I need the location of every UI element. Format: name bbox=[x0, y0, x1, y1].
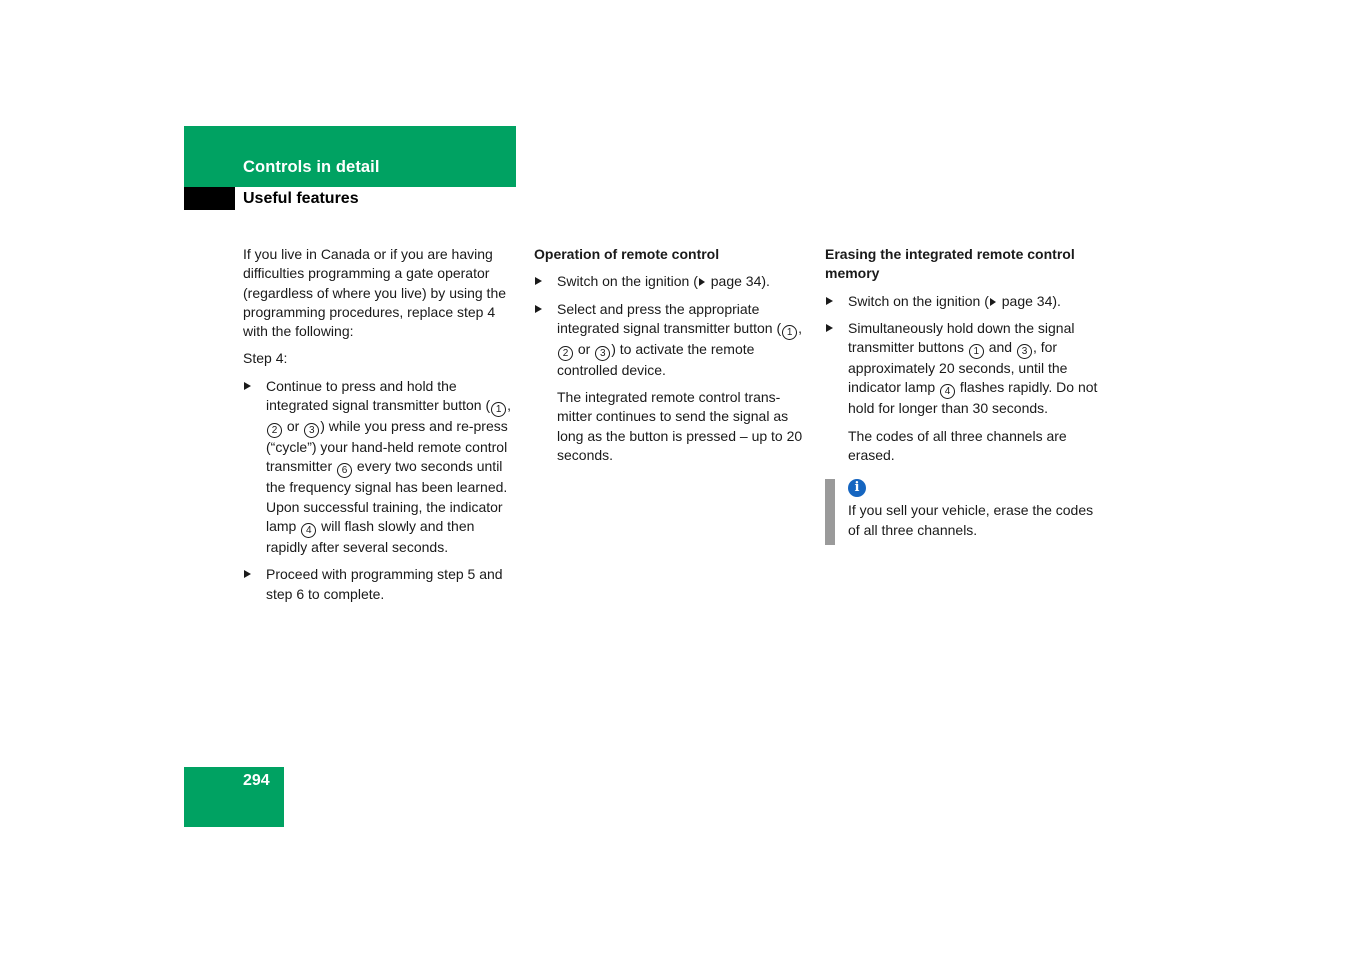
erasing-heading: Erasing the integrated remote control memory bbox=[825, 246, 1075, 282]
subsection-title: Useful features bbox=[243, 190, 359, 207]
button-3-marker: 3 bbox=[1017, 344, 1032, 359]
bullet-triangle-icon bbox=[826, 324, 833, 332]
column-operation bbox=[534, 245, 806, 473]
page-number: 294 bbox=[243, 772, 270, 789]
indicator-lamp-4-marker: 4 bbox=[301, 523, 316, 538]
button-2-marker: 2 bbox=[558, 346, 573, 361]
info-text: If you sell your vehicle, erase the codes of all three channels. bbox=[848, 502, 1094, 538]
bullet-triangle-icon bbox=[244, 570, 251, 578]
info-side-bar bbox=[825, 479, 835, 545]
bullet-continue-press: Continue to press and hold the integrated signal transmitter button ( 1 , 2 or 3 ) while you press and re-press (“cycle”) your hand-held remote control transmitter 6 every two seconds until the frequency signal has been learned. Upon successful training, the indicator lamp 4 will flash slowly and then rapidly after several seconds. bbox=[243, 377, 517, 557]
bullet-ignition: Switch on the ignition ( page 34). bbox=[825, 292, 1100, 311]
step-label: Step 4: bbox=[243, 350, 288, 367]
column-canada-instructions bbox=[243, 245, 517, 612]
bullet-triangle-icon bbox=[244, 382, 251, 390]
indicator-lamp-4-marker: 4 bbox=[940, 384, 955, 399]
page-ref-arrow-icon bbox=[990, 298, 996, 306]
header-green-band bbox=[184, 126, 516, 187]
button-1-marker: 1 bbox=[491, 402, 506, 417]
bullet-triangle-icon bbox=[535, 305, 542, 313]
transmitter-6-marker: 6 bbox=[337, 463, 352, 478]
bullet-triangle-icon bbox=[826, 297, 833, 305]
button-3-marker: 3 bbox=[304, 423, 319, 438]
button-1-marker: 1 bbox=[782, 325, 797, 340]
intro-paragraph: If you live in Canada or if you are having difficulties programming a gate operator (regardless of where you live) by using the programming procedures, replace step 4 with the following: bbox=[243, 246, 507, 340]
operation-heading: Operation of remote control bbox=[534, 246, 720, 262]
operation-note: The integrated remote control trans-mitter continues to send the signal as long as the button is pressed – up to 20 seconds. bbox=[557, 389, 803, 464]
bullet-hold-buttons: Simultaneously hold down the signal transmitter buttons 1 and 3 , for approximately 20 seconds, until the indicator lamp 4 flashes rapidly. Do not hold for longer than 30 seconds. bbox=[825, 319, 1100, 419]
button-2-marker: 2 bbox=[267, 423, 282, 438]
column-erasing bbox=[825, 245, 1100, 545]
section-title: Controls in detail bbox=[243, 158, 380, 176]
page-ref-arrow-icon bbox=[699, 278, 705, 286]
erased-note: The codes of all three channels are erased. bbox=[848, 427, 1067, 464]
bullet-ignition: Switch on the ignition ( page 34). bbox=[534, 272, 806, 291]
button-1-marker: 1 bbox=[969, 344, 984, 359]
header-black-tab bbox=[184, 187, 235, 210]
bullet-triangle-icon bbox=[535, 277, 542, 285]
button-3-marker: 3 bbox=[595, 346, 610, 361]
bullet-proceed: Proceed with programming step 5 and step 6 to complete. bbox=[243, 565, 517, 604]
bullet-select-press: Select and press the appropriate integrated signal transmitter button ( 1 , 2 or 3 ) to activate the remote controlled device. bbox=[534, 300, 806, 381]
info-icon: i bbox=[848, 479, 866, 497]
info-box bbox=[825, 479, 1100, 545]
